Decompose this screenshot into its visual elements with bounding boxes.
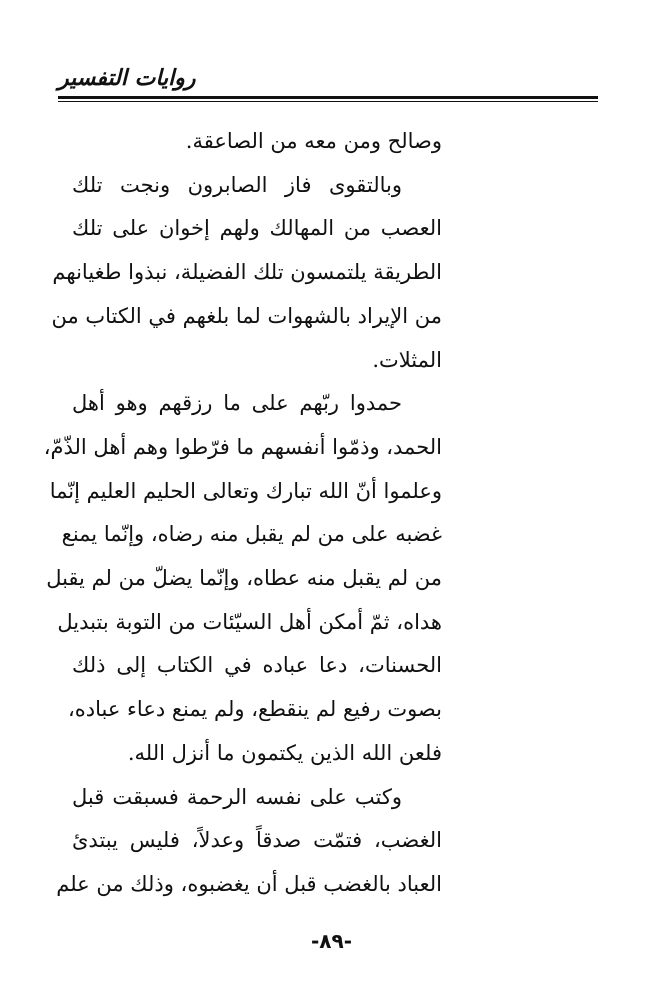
text-line: وعلموا أنّ الله تبارك وتعالى الحليم العليم إنّما bbox=[49, 478, 442, 503]
text-line: من لم يقبل منه عطاه، وإنّما يضلّ من لم يقبل bbox=[46, 566, 442, 591]
text-line: هداه، ثمّ أمكن أهل السيّئات من التوبة بتبديل bbox=[57, 609, 442, 634]
header-rule-thin bbox=[58, 101, 598, 102]
text-line: فلعن الله الذين يكتمون ما أنزل الله. bbox=[127, 740, 442, 765]
text-line: الغضب، فتمّت صدقاً وعدلاً، فليس يبتدئ bbox=[72, 828, 442, 853]
running-header-title: روايات التفسير bbox=[58, 66, 196, 91]
body-text bbox=[43, 120, 442, 907]
text-line: بصوت رفيع لم ينقطع، ولم يمنع دعاء عباده، bbox=[67, 697, 442, 722]
text-line: من الإيراد بالشهوات لما بلغهم في الكتاب من bbox=[51, 303, 442, 328]
text-line: وبالتقوى فاز الصابرون ونجت تلك bbox=[72, 172, 402, 197]
text-line: وكتب على نفسه الرحمة فسبقت قبل bbox=[72, 784, 402, 809]
text-line: غضبه على من لم يقبل منه رضاه، وإنّما يمنع bbox=[61, 522, 442, 547]
header-rule-thick bbox=[58, 96, 598, 99]
text-line: العباد بالغضب قبل أن يغضبوه، وذلك من علم bbox=[56, 871, 442, 896]
text-line: حمدوا ربّهم على ما رزقهم وهو أهل bbox=[72, 391, 402, 416]
text-line: الطريقة يلتمسون تلك الفضيلة، نبذوا طغيانهم bbox=[52, 260, 442, 285]
text-line: العصب من المهالك ولهم إخوان على تلك bbox=[72, 216, 442, 241]
text-line: الحسنات، دعا عباده في الكتاب إلى ذلك bbox=[72, 653, 442, 678]
page-number: -٨٩- bbox=[310, 929, 353, 953]
text-line: وصالح ومن معه من الصاعقة. bbox=[185, 129, 442, 153]
text-line: الحمد، وذمّوا أنفسهم ما فرّطوا وهم أهل الذّمّ، bbox=[43, 434, 442, 459]
text-line: المثلات. bbox=[372, 347, 442, 372]
